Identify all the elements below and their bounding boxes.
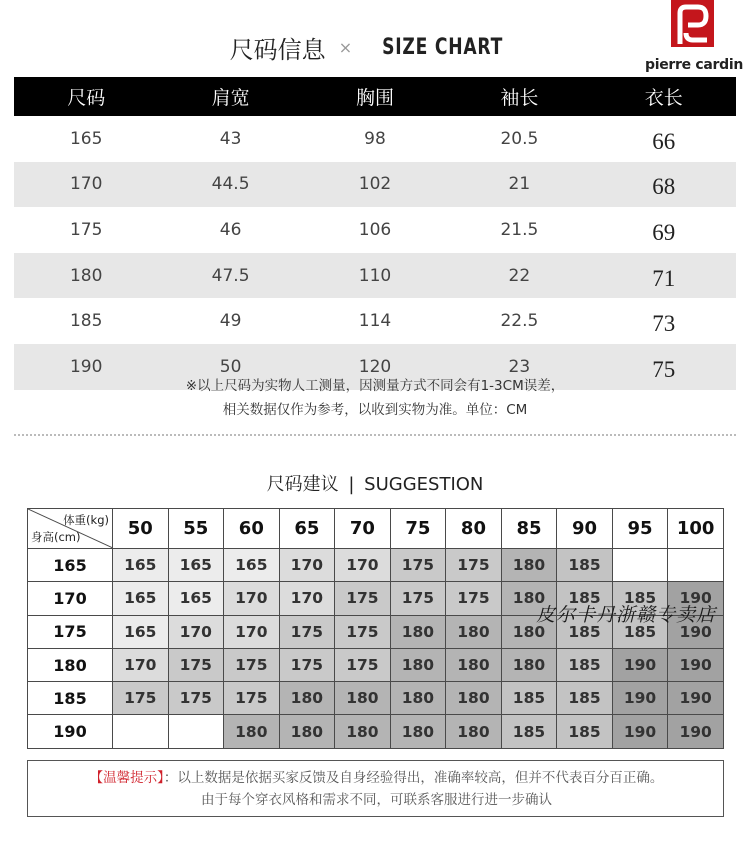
cell-chest: 106 xyxy=(358,219,392,240)
suggested-size-cell: 190 xyxy=(668,648,724,681)
cell-sleeve: 20.5 xyxy=(500,128,539,149)
grid-corner-cell xyxy=(28,509,113,549)
suggested-size-cell: 180 xyxy=(335,682,391,715)
cell-length: 73 xyxy=(652,311,676,337)
suggested-size-cell: 190 xyxy=(612,648,668,681)
size-chart-row xyxy=(14,253,736,299)
brand-name: pierre cardin xyxy=(644,57,744,73)
weight-axis-label: 体重(kg) xyxy=(63,513,109,527)
height-row xyxy=(28,549,724,582)
suggested-size-cell: 165 xyxy=(168,582,224,615)
cell-size: 190 xyxy=(14,344,158,390)
suggested-size-cell: 190 xyxy=(668,615,724,648)
suggested-size-cell: 190 xyxy=(612,715,668,748)
weight-header-cell: 70 xyxy=(335,509,391,549)
height-header-cell: 170 xyxy=(28,582,113,615)
suggested-size-cell: 185 xyxy=(557,648,613,681)
suggested-size-cell: 180 xyxy=(446,648,502,681)
suggested-size-cell: 190 xyxy=(668,715,724,748)
cell-shoulder: 47.5 xyxy=(158,253,302,299)
suggested-size-cell: 185 xyxy=(557,582,613,615)
weight-header-cell: 95 xyxy=(612,509,668,549)
page-title xyxy=(0,30,750,65)
suggested-size-cell: 185 xyxy=(501,682,557,715)
height-header-cell: 165 xyxy=(28,549,113,582)
suggested-size-cell: 190 xyxy=(668,582,724,615)
suggested-size-cell: 175 xyxy=(113,682,169,715)
tip-line-1 xyxy=(28,767,725,789)
size-chart-table xyxy=(14,77,736,390)
suggested-size-cell: 185 xyxy=(612,615,668,648)
cell-sleeve: 22 xyxy=(447,253,591,299)
suggested-size-cell: 180 xyxy=(390,615,446,648)
suggested-size-cell: 180 xyxy=(390,648,446,681)
suggested-size-cell: 170 xyxy=(279,549,335,582)
suggested-size-cell: 180 xyxy=(446,682,502,715)
cell-chest: 110 xyxy=(303,253,447,299)
height-header-cell: 180 xyxy=(28,648,113,681)
size-chart-header-row xyxy=(14,77,736,116)
measurement-note xyxy=(0,374,750,422)
cell-shoulder: 49 xyxy=(219,311,242,332)
suggested-size-cell: 180 xyxy=(390,715,446,748)
suggestion-title-english: SUGGESTION xyxy=(364,474,484,495)
weight-header-cell: 50 xyxy=(113,509,169,549)
cell-chest: 102 xyxy=(303,162,447,208)
cell-chest: 114 xyxy=(358,311,392,332)
suggested-size-cell: 165 xyxy=(224,549,280,582)
height-header-cell: 185 xyxy=(28,682,113,715)
size-suggestion-grid xyxy=(27,508,724,749)
suggested-size-cell: 180 xyxy=(224,715,280,748)
cell-length: 68 xyxy=(592,162,736,208)
suggested-size-cell: 180 xyxy=(390,682,446,715)
suggested-size-cell: 175 xyxy=(446,549,502,582)
cell-size: 170 xyxy=(14,162,158,208)
suggested-size-cell: 180 xyxy=(279,682,335,715)
cell-shoulder: 43 xyxy=(219,128,242,149)
suggested-size-cell: 185 xyxy=(557,715,613,748)
cell-shoulder: 50 xyxy=(158,344,302,390)
tip-box xyxy=(27,760,724,817)
height-axis-label: 身高(cm) xyxy=(31,530,81,544)
suggested-size-cell: 190 xyxy=(612,682,668,715)
cell-chest: 120 xyxy=(303,344,447,390)
cell-sleeve: 23 xyxy=(447,344,591,390)
suggested-size-cell: 170 xyxy=(224,582,280,615)
suggested-size-cell: 180 xyxy=(501,615,557,648)
suggested-size-cell: 170 xyxy=(113,648,169,681)
weight-header-cell: 100 xyxy=(668,509,724,549)
col-header-sleeve: 袖长 xyxy=(447,77,591,116)
brand-logo xyxy=(640,0,748,80)
seller-stamp-text: 皮尔卡丹浙赣专卖店 xyxy=(536,604,717,626)
suggestion-title xyxy=(0,470,750,496)
size-chart-row xyxy=(14,162,736,208)
suggested-size-cell: 170 xyxy=(335,549,391,582)
cell-sleeve: 21 xyxy=(447,162,591,208)
height-row xyxy=(28,682,724,715)
suggested-size-cell xyxy=(168,715,224,748)
weight-header-cell: 80 xyxy=(446,509,502,549)
suggested-size-cell: 175 xyxy=(335,615,391,648)
title-separator: × xyxy=(338,38,353,57)
suggested-size-cell: 180 xyxy=(501,582,557,615)
suggested-size-cell: 175 xyxy=(279,615,335,648)
height-row xyxy=(28,648,724,681)
suggested-size-cell: 180 xyxy=(501,549,557,582)
suggested-size-cell: 190 xyxy=(668,682,724,715)
col-header-chest: 胸围 xyxy=(303,77,447,116)
suggested-size-cell: 185 xyxy=(557,549,613,582)
cell-length: 66 xyxy=(652,128,676,154)
cell-length: 71 xyxy=(592,253,736,299)
height-row xyxy=(28,715,724,748)
note-line-1: ※以上尺码为实物人工测量，因测量方式不同会有1-3CM误差， xyxy=(185,378,565,394)
suggested-size-cell: 185 xyxy=(557,615,613,648)
cell-length: 75 xyxy=(592,344,736,390)
suggested-size-cell: 165 xyxy=(113,582,169,615)
tip-line-1-text: ：以上数据是依据买家反馈及自身经验得出，准确率较高，但并不代表百分百正确。 xyxy=(163,770,664,786)
note-line-2: 相关数据仅作为参考，以收到实物为准。单位：CM xyxy=(222,402,528,418)
cell-size: 185 xyxy=(69,311,103,332)
weight-header-cell: 85 xyxy=(501,509,557,549)
col-header-size: 尺码 xyxy=(14,77,158,116)
cell-shoulder: 46 xyxy=(219,219,242,240)
weight-header-row xyxy=(28,509,724,549)
suggested-size-cell: 175 xyxy=(168,682,224,715)
brand-logo-mark xyxy=(671,0,714,47)
suggested-size-cell: 175 xyxy=(279,648,335,681)
suggestion-title-chinese: 尺码建议 xyxy=(266,474,339,495)
height-header-cell: 190 xyxy=(28,715,113,748)
cell-size: 180 xyxy=(14,253,158,299)
size-chart-row xyxy=(14,116,736,162)
title-chinese: 尺码信息 xyxy=(229,36,326,64)
suggested-size-cell: 175 xyxy=(335,582,391,615)
cell-sleeve: 22.5 xyxy=(500,311,539,332)
suggested-size-cell: 170 xyxy=(279,582,335,615)
suggested-size-cell: 170 xyxy=(224,615,280,648)
weight-header-cell: 75 xyxy=(390,509,446,549)
suggested-size-cell: 185 xyxy=(557,682,613,715)
suggested-size-cell: 165 xyxy=(113,615,169,648)
suggestion-title-separator: | xyxy=(348,474,355,495)
height-header-cell: 175 xyxy=(28,615,113,648)
suggested-size-cell: 180 xyxy=(335,715,391,748)
suggested-size-cell: 175 xyxy=(335,648,391,681)
suggested-size-cell: 180 xyxy=(446,615,502,648)
cell-chest: 98 xyxy=(364,128,386,149)
suggested-size-cell: 180 xyxy=(446,715,502,748)
cell-size: 165 xyxy=(69,128,103,149)
cell-length: 69 xyxy=(652,219,676,245)
tip-line-2: 由于每个穿衣风格和需求不同，可联系客服进行进一步确认 xyxy=(201,792,552,808)
col-header-shoulder: 肩宽 xyxy=(158,77,302,116)
suggested-size-cell: 175 xyxy=(390,549,446,582)
suggested-size-cell: 175 xyxy=(168,648,224,681)
suggested-size-cell: 175 xyxy=(224,682,280,715)
suggested-size-cell: 180 xyxy=(279,715,335,748)
suggested-size-cell: 165 xyxy=(168,549,224,582)
cell-sleeve: 21.5 xyxy=(500,219,539,240)
size-chart-row xyxy=(14,207,736,253)
suggested-size-cell: 165 xyxy=(113,549,169,582)
suggested-size-cell xyxy=(612,549,668,582)
suggested-size-cell: 180 xyxy=(501,648,557,681)
weight-header-cell: 90 xyxy=(557,509,613,549)
title-english: SIZE CHART xyxy=(382,35,504,60)
weight-header-cell: 65 xyxy=(279,509,335,549)
suggested-size-cell: 175 xyxy=(390,582,446,615)
suggested-size-cell xyxy=(668,549,724,582)
suggested-size-cell: 185 xyxy=(612,582,668,615)
cell-size: 175 xyxy=(69,219,103,240)
dotted-divider xyxy=(14,434,736,436)
suggested-size-cell: 170 xyxy=(168,615,224,648)
size-chart-row xyxy=(14,298,736,344)
col-header-length: 衣长 xyxy=(592,77,736,116)
suggested-size-cell: 175 xyxy=(224,648,280,681)
weight-header-cell: 60 xyxy=(224,509,280,549)
weight-header-cell: 55 xyxy=(168,509,224,549)
tip-label: 【温馨提示】 xyxy=(89,770,164,786)
suggested-size-cell: 185 xyxy=(501,715,557,748)
suggested-size-cell xyxy=(113,715,169,748)
cell-shoulder: 44.5 xyxy=(158,162,302,208)
suggested-size-cell: 175 xyxy=(446,582,502,615)
